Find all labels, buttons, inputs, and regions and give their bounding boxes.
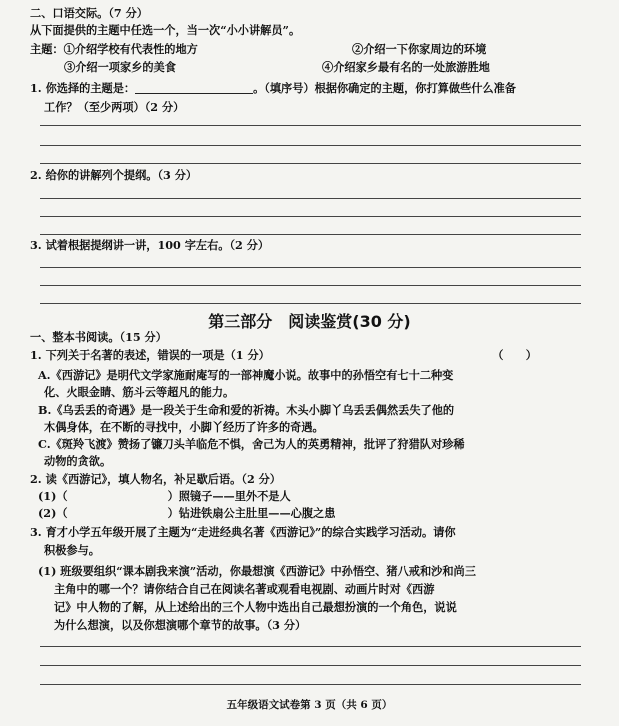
topics-label: 主题： xyxy=(30,42,64,56)
answer-line[interactable] xyxy=(40,216,581,217)
option-b-cont: 木偶身体，在不断的寻找中，小脚丫经历了许多的奇遇。 xyxy=(44,420,324,434)
answer-line[interactable] xyxy=(40,145,581,146)
reading-q3-cont: 积极参与。 xyxy=(44,543,100,557)
answer-line[interactable] xyxy=(40,684,581,685)
answer-blank[interactable] xyxy=(135,82,253,94)
topic-1: ①介绍学校有代表性的地方 xyxy=(63,42,198,56)
answer-line[interactable] xyxy=(40,234,581,235)
option-c-cont: 动物的贪欲。 xyxy=(44,454,112,468)
answer-line[interactable] xyxy=(40,125,581,126)
reading-q3-sub1-cont: 主角中的哪一个？请你结合自己在阅读名著或观看电视剧、动画片时对《西游 xyxy=(54,582,435,596)
answer-line[interactable] xyxy=(40,646,581,647)
reading-q3-sub1-cont: 为什么想演，以及你想演哪个章节的故事。（3 分） xyxy=(54,618,307,632)
answer-line[interactable] xyxy=(40,163,581,164)
proverb-1: (1)（ ）照镜子——里外不是人 xyxy=(38,489,291,503)
question-3: 3. 试着根据提纲讲一讲，100 字左右。（2 分） xyxy=(30,238,270,252)
answer-line[interactable] xyxy=(40,285,581,286)
topic-3: ③介绍一项家乡的美食 xyxy=(64,60,176,74)
question-1: 1. 你选择的主题是： 。（填序号）根据你确定的主题，你打算做些什么准备 xyxy=(30,81,516,95)
oral-intro: 从下面提供的主题中任选一个，当一次“小小讲解员”。 xyxy=(30,23,301,37)
topic-4: ④介绍家乡最有名的一处旅游胜地 xyxy=(322,60,490,74)
option-b: B.《乌丢丢的奇遇》是一段关于生命和爱的祈祷。木头小脚丫乌丢丢偶然丢失了他的 xyxy=(38,403,455,417)
reading-q3: 3. 育才小学五年级开展了主题为“走进经典名著《西游记》”的综合实践学习活动。请你 xyxy=(30,525,456,539)
answer-paren[interactable]: （ ） xyxy=(492,348,537,362)
page-footer: 五年级语文试卷第 3 页（共 6 页） xyxy=(226,699,393,711)
answer-line[interactable] xyxy=(40,198,581,199)
answer-line[interactable] xyxy=(40,665,581,666)
topics-row-1 xyxy=(30,42,583,57)
option-a-cont: 化、火眼金睛、筋斗云等超凡的能力。 xyxy=(44,385,235,399)
answer-line[interactable] xyxy=(40,267,581,268)
part3-title: 第三部分 阅读鉴赏(30 分) xyxy=(208,312,411,331)
question-2: 2. 给你的讲解列个提纲。（3 分） xyxy=(30,168,198,182)
section-heading-reading: 一、整本书阅读。（15 分） xyxy=(30,330,167,344)
reading-q1: 1. 下列关于名著的表述，错误的一项是（1 分） （ ） xyxy=(30,348,537,362)
answer-line[interactable] xyxy=(40,303,581,304)
reading-q2: 2. 读《西游记》，填人物名，补足歇后语。（2 分） xyxy=(30,472,281,486)
reading-q3-sub1-cont: 记》中人物的了解，从上述给出的三个人物中选出自己最想扮演的一个角色，说说 xyxy=(54,600,457,614)
topics-row-2 xyxy=(64,60,583,75)
option-c: C.《斑羚飞渡》赞扬了镰刀头羊临危不惧，舍己为人的英勇精神，批评了狩猎队对珍稀 xyxy=(38,437,465,451)
reading-q3-sub1: (1) 班级要组织“课本剧我来演”活动，你最想演《西游记》中孙悟空、猪八戒和沙和尚三 xyxy=(38,564,476,578)
section-heading-oral: 二、口语交际。（7 分） xyxy=(30,6,148,20)
question-1-cont: 工作？（至少两项）（2 分） xyxy=(44,100,185,114)
topic-2: ②介绍一下你家周边的环境 xyxy=(352,42,487,56)
proverb-2: (2)（ ）钻进铁扇公主肚里——心腹之患 xyxy=(38,506,336,520)
option-a: A.《西游记》是明代文学家施耐庵写的一部神魔小说。故事中的孙悟空有七十二种变 xyxy=(38,368,454,382)
